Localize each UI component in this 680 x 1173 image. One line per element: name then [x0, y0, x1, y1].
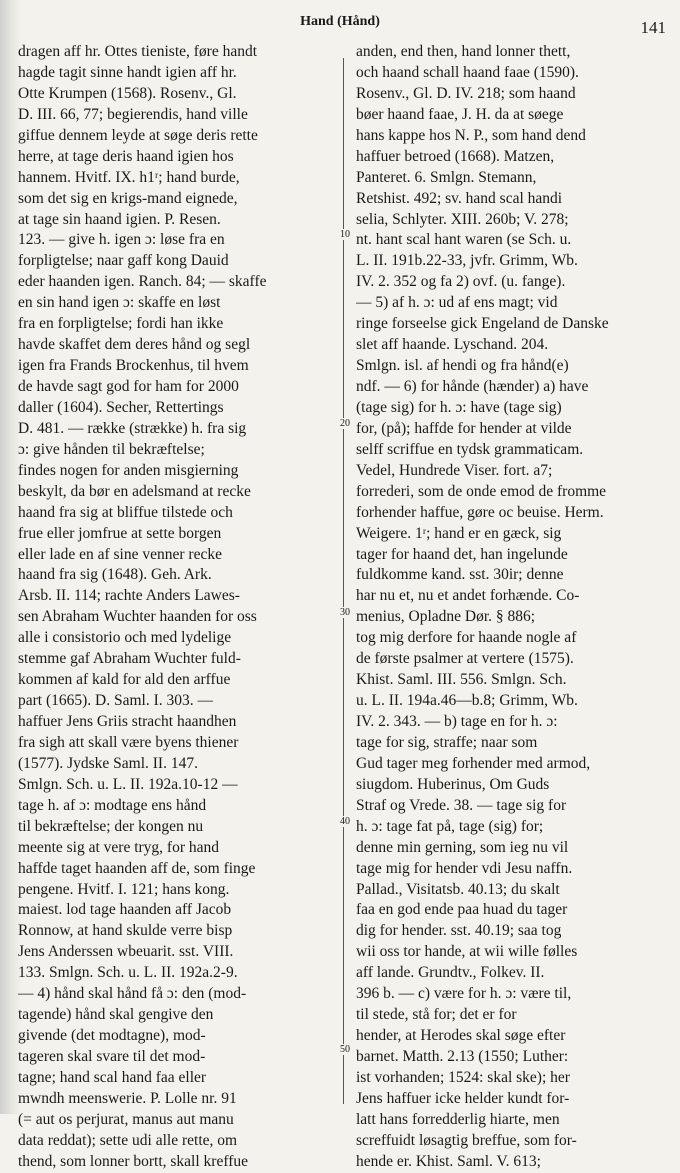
- text-line: (1577). Jydske Saml. II. 147.: [18, 754, 198, 772]
- text-line: haand fra sig (1648). Geh. Ark.: [18, 566, 212, 584]
- text-line: har nu et, nu et andet forhænde. Co-: [356, 587, 580, 605]
- text-line: faa en god ende paa huad du tager: [356, 901, 568, 919]
- text-line: eder haanden igen. Ranch. 84; — skaffe: [18, 273, 267, 291]
- text-line: anden, end then, hand lonner thett,: [356, 43, 571, 60]
- text-line: tagende) hånd skal gengive den: [18, 1006, 214, 1024]
- text-line: Vedel, Hundrede Viser. fort. a7;: [356, 461, 553, 479]
- text-line: findes nogen for anden misgierning: [18, 461, 239, 479]
- text-line: mwndh meenswerie. P. Lolle nr. 91: [18, 1089, 237, 1107]
- text-line: Straf og Vrede. 38. — tage sig for: [356, 796, 567, 814]
- text-line: IV. 2. 343. — b) tage en for h. ɔ:: [356, 713, 558, 730]
- text-line: 123. — give h. igen ɔ: løse fra en: [18, 231, 225, 249]
- text-line: frue eller jomfrue at sette borgen: [18, 524, 222, 542]
- column-divider: [343, 58, 344, 1104]
- text-line: Panteret. 6. Smlgn. Stemann,: [356, 168, 537, 186]
- text-line: data reddat); sette udi alle rette, om: [18, 1131, 238, 1149]
- text-line: Weigere. 1ʳ; hand er en gæck, sig: [356, 524, 562, 542]
- text-line: Smlgn. Sch. u. L. II. 192a.10-12 —: [18, 775, 238, 793]
- text-line: Arsb. II. 114; rachte Anders Lawes-: [18, 587, 240, 605]
- text-line: haffuer betroed (1668). Matzen,: [356, 147, 555, 165]
- text-line: sen Abraham Wuchter haanden for oss: [18, 608, 257, 626]
- text-line: for, (på); haffde for hender at vilde: [356, 419, 572, 437]
- text-line: alle i consistorio och med lydelige: [18, 629, 232, 647]
- text-line: som det sig en krigs-mand eignede,: [18, 189, 238, 207]
- text-line: eller lade en af sine venner recke: [18, 545, 222, 563]
- text-line: screffuidt løsagtig breffue, som for-: [356, 1131, 577, 1149]
- text-line: tagne; hand scal hand faa eller: [18, 1068, 207, 1086]
- text-line: ɔ: give hånden til bekræftelse;: [18, 440, 205, 458]
- text-line: barnet. Matth. 2.13 (1550; Luther:: [356, 1048, 569, 1065]
- text-line: Ronnow, at hand skulde verre bisp: [18, 922, 233, 940]
- text-line: Retshist. 492; sv. hand scal handi: [356, 189, 563, 207]
- text-line: tog mig derfore for haande nogle af: [356, 629, 577, 647]
- text-line: menius, Opladne Dør. § 886;: [356, 608, 536, 626]
- text-line: stemme gaf Abraham Wuchter fuld-: [18, 650, 241, 668]
- text-line: haffde taget haanden aff de, som finge: [18, 859, 256, 877]
- text-line: slet aff haande. Lyschand. 204.: [356, 336, 549, 354]
- text-line: ringe forseelse gick Engeland de Danske: [356, 315, 609, 333]
- right-column: [356, 42, 668, 1173]
- text-line: hannem. Hvitf. IX. h1ʳ; hand burde,: [18, 168, 240, 186]
- text-line: Khist. Saml. III. 556. Smlgn. Sch.: [356, 671, 567, 689]
- text-line: och haand schall haand faae (1590).: [356, 63, 579, 81]
- text-line: beskylt, da bør en adelsmand at recke: [18, 482, 251, 500]
- text-line: daller (1604). Secher, Rettertings: [18, 398, 224, 416]
- text-line: Pallad., Visitatsb. 40.13; du skalt: [356, 880, 560, 898]
- text-line: kommen af kald for ald den arffue: [18, 671, 231, 689]
- page-header: [0, 8, 680, 36]
- line-number-50: 50: [334, 1044, 356, 1055]
- text-line: L. II. 191b.22-33, jvfr. Grimm, Wb.: [356, 252, 578, 270]
- text-line: at tage sin haand igien. P. Resen.: [18, 210, 221, 228]
- text-line: bøer haand faae, J. H. da at søege: [356, 105, 564, 123]
- text-line: hagde tagit sinne handt igien aff hr.: [18, 63, 237, 81]
- text-line: h. ɔ: tage fat på, tage (sig) for;: [356, 817, 544, 835]
- running-head: Hand (Hånd): [300, 14, 380, 29]
- text-line: part (1665). D. Saml. I. 303. —: [18, 692, 214, 710]
- text-line: aff lande. Grundtv., Folkev. II.: [356, 964, 545, 982]
- text-line: tage for sig, straffe; naar som: [356, 733, 538, 751]
- text-line: hende er. Khist. Saml. V. 613;: [356, 1152, 541, 1170]
- text-line: de havde sagt god for ham for 2000: [18, 378, 239, 395]
- text-line: tage h. af ɔ: modtage ens hånd: [18, 796, 207, 814]
- line-number-30: 30: [334, 607, 356, 618]
- text-line: de første psalmer at vertere (1575).: [356, 650, 574, 668]
- text-line: 133. Smlgn. Sch. u. L. II. 192a.2-9.: [18, 964, 238, 982]
- text-line: giffue dennem leyde at søge deris rette: [18, 126, 258, 144]
- text-line: Otte Krumpen (1568). Rosenv., Gl.: [18, 84, 237, 102]
- text-line: selia, Schlyter. XIII. 260b; V. 278;: [356, 210, 569, 228]
- text-line: forpligtelse; naar gaff kong Dauid: [18, 252, 229, 270]
- text-line: thend, som lonner bortt, skall kreffue: [18, 1152, 249, 1170]
- text-line: forhender haffue, gøre oc beuise. Herm.: [356, 503, 604, 521]
- text-line: tager for haand det, han ingelunde: [356, 545, 568, 563]
- text-line: nt. hant scal hant waren (se Sch. u.: [356, 231, 572, 249]
- text-line: Jens Anderssen wbeuarit. sst. VIII.: [18, 943, 234, 961]
- text-line: Gud tager meg forhender med armod,: [356, 754, 591, 772]
- text-line: (= aut os perjurat, manus aut manu: [18, 1110, 234, 1128]
- text-line: fuldkomme kand. sst. 30ir; denne: [356, 566, 564, 584]
- text-line: tageren skal svare til det mod-: [18, 1048, 206, 1065]
- text-line: hender, at Herodes skal søge efter: [356, 1027, 566, 1045]
- text-line: ist vorhanden; 1524: skal ske); her: [356, 1068, 570, 1086]
- text-line: forrederi, som de onde emod de fromme: [356, 482, 607, 500]
- line-number-10: 10: [334, 229, 356, 240]
- text-line: hans kappe hos N. P., som hand dend: [356, 126, 586, 144]
- text-line: IV. 2. 352 og fa 2) ovf. (u. fange).: [356, 273, 566, 291]
- text-line: selff scriffue en tydsk grammaticam.: [356, 440, 584, 458]
- text-line: maiest. lod tage haanden aff Jacob: [18, 901, 232, 919]
- text-line: (tage sig) for h. ɔ: have (tage sig): [356, 398, 562, 416]
- text-line: D. III. 66, 77; begierendis, hand ville: [18, 105, 248, 123]
- text-line: latt hans forredderlig hiarte, men: [356, 1110, 560, 1128]
- text-line: en sin hand igen ɔ: skaffe en løst: [18, 294, 221, 312]
- text-line: siugdom. Huberinus, Om Guds: [356, 775, 550, 793]
- text-line: meente sig at vere tryg, for hand: [18, 838, 219, 856]
- line-number-40: 40: [334, 816, 356, 827]
- line-number-20: 20: [334, 418, 356, 429]
- text-line: herre, at tage deris haand igien hos: [18, 147, 234, 165]
- text-line: tage mig for hender vdi Jesu naffn.: [356, 859, 573, 877]
- text-line: havde skaffet dem deres hånd og segl: [18, 336, 251, 354]
- text-line: 396 b. — c) være for h. ɔ: være til,: [356, 985, 572, 1003]
- text-line: igen fra Frands Brockenhus, til hvem: [18, 357, 249, 375]
- left-column: [18, 42, 336, 1173]
- text-line: pengene. Hvitf. I. 121; hans kong.: [18, 880, 230, 898]
- text-line: haand fra sig at bliffue tilstede och: [18, 503, 233, 521]
- text-line: ndf. — 6) for hånde (hænder) a) have: [356, 378, 589, 395]
- text-line: Smlgn. isl. af hendi og fra hånd(e): [356, 357, 569, 375]
- text-line: fra sigh att skall være byens thiener: [18, 733, 239, 751]
- text-line: wii oss tor hande, at wii wille følles: [356, 943, 578, 961]
- text-line: givende (det modtagne), mod-: [18, 1027, 206, 1045]
- page-number: 141: [640, 18, 666, 37]
- text-line: dragen aff hr. Ottes tieniste, føre handt: [18, 43, 258, 60]
- text-line: Rosenv., Gl. D. IV. 218; som haand: [356, 84, 576, 102]
- text-line: Jens haffuer icke helder kundt for-: [356, 1089, 570, 1107]
- text-line: — 5) af h. ɔ: ud af ens magt; vid: [356, 294, 558, 312]
- text-line: fra en forpligtelse; fordi han ikke: [18, 315, 224, 333]
- text-line: — 4) hånd skal hånd få ɔ: den (mod-: [18, 985, 247, 1003]
- text-line: denne min gerning, som ieg nu vil: [356, 838, 569, 856]
- text-line: D. 481. — række (strække) h. fra sig: [18, 419, 247, 437]
- text-line: haffuer Jens Griis stracht haandhen: [18, 713, 237, 730]
- text-line: dig for hender. sst. 40.19; saa tog: [356, 922, 562, 940]
- text-line: til stede, stå for; det er for: [356, 1006, 517, 1024]
- text-line: til bekræftelse; der kongen nu: [18, 817, 204, 835]
- text-line: u. L. II. 194a.46—b.8; Grimm, Wb.: [356, 692, 578, 710]
